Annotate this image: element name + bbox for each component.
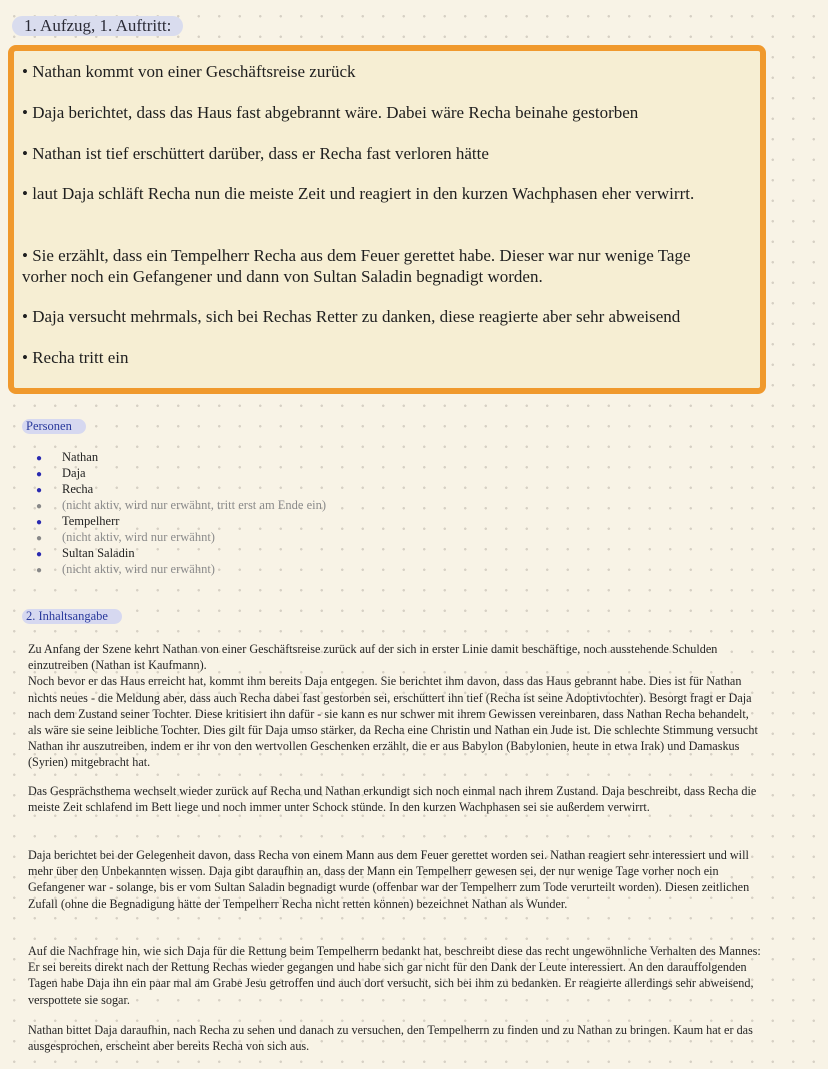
person-name: Tempelherr (62, 514, 120, 528)
person-item: ● Nathan (36, 450, 99, 464)
person-name: Sultan Saladin (62, 546, 135, 560)
person-name: Daja (62, 466, 86, 480)
summary-bullet: • Sie erzählt, dass ein Tempelherr Recha aus dem Feuer gerettet habe. Dieser war nur wenige Tage vorher noch ein Gefangener und dann von Sultan Saladin begnadigt worden. (22, 246, 691, 286)
person-note: ● (nicht aktiv, wird nur erwähnt) (36, 530, 215, 544)
content-paragraph: Zu Anfang der Szene kehrt Nathan von einer Geschäftsreise zurück auf der sich in erster Linie damit beschäftige, noch ausstehende Schulden einzutreiben (Nathan ist Kaufmann). Noch bevor er das Haus erreicht hat, kommt ihm bereits Daja entgegen. Sie berichtet ihm davon, dass das Haus gebrannt habe. Dies ist für Nathan nichts neues - die Meldung aber, dass auch Recha dabei fast gestorben sei, erschüttert ihn tief (Recha ist seine Adoptivtochter). Besorgt fragt er Daja nach dem Zustand seiner Tochter. Diese kritisiert ihn dafür - sie kann es nur schwer mit ihrem Gewissen vereinbaren, dass Nathan Recha behandelt, als wäre sie seine leibliche Tochter. Dies gilt für Daja umso stärker, da Recha eine Christin und Nathan ein Jude ist. Die schlechte Stimmung versucht Nathan ihr auszutreiben, indem er ihr von den wertvollen Geschenken erzählt, die er aus Babylon (Babylonien, heute in etwa Irak) und Damaskus (Syrien) mitgebracht hat. (28, 642, 758, 770)
persons-heading: Personen (22, 419, 86, 434)
person-note: ● (nicht aktiv, wird nur erwähnt) (36, 562, 215, 576)
person-item: ● Daja (36, 466, 86, 480)
person-note-text: (nicht aktiv, wird nur erwähnt) (62, 530, 215, 544)
person-name: Nathan (62, 450, 99, 464)
person-note-text: (nicht aktiv, wird nur erwähnt, tritt erst am Ende ein) (62, 498, 327, 512)
content-paragraph: Auf die Nachfrage hin, wie sich Daja für die Rettung beim Tempelherrn bedankt hat, beschreibt diese das recht ungewöhnliche Verhalten des Mannes: Er sei bereits direkt nach der Rettung Rechas wieder gegangen und habe sich gar nicht für den Dank der Leute interessiert. An den darauffolgenden Tagen habe Daja ihn ein paar mal am Grabe Jesu getroffen und auch dort versucht, sich bei ihm zu bedanken. Er reagierte allerdings sehr abweisend, verspottete sie sogar. (28, 944, 761, 1007)
content-paragraph: Das Gesprächsthema wechselt wieder zurück auf Recha und Nathan erkundigt sich noch einmal nach ihrem Zustand. Daja beschreibt, dass Recha die meiste Zeit schlafend im Bett liege und noch immer unter Schock stünde. In den kurzen Wachphasen sei sie außerdem verwirrt. (28, 784, 757, 815)
summary-bullet: • Nathan kommt von einer Geschäftsreise zurück (22, 62, 356, 81)
content-paragraph: Daja berichtet bei der Gelegenheit davon, dass Recha von einem Mann aus dem Feuer gerettet worden sei. Nathan reagiert sehr interessiert und will mehr über den Unbekannten wissen. Daja gibt daraufhin an, dass der Mann ein Tempelherr gewesen sei, der nur wenige Tage vorher noch ein Gefangener war - solange, bis er vom Sultan Saladin begnadigt wurde (offenbar war der Tempelherr zum Tode verurteilt worden). Diesen zeitlichen Zufall (ohne die Begnadigung hätte der Tempelherr Recha nicht retten können) bezeichnet Nathan als Wunder. (28, 848, 750, 911)
person-name: Recha (62, 482, 94, 496)
content-heading: 2. Inhaltsangabe (22, 609, 122, 624)
person-item: ● Sultan Saladin (36, 546, 135, 560)
summary-bullet: • Recha tritt ein (22, 348, 129, 367)
person-note-text: (nicht aktiv, wird nur erwähnt) (62, 562, 215, 576)
summary-bullet: • Daja versucht mehrmals, sich bei Rechas Retter zu danken, diese reagierte aber sehr abweisend (22, 307, 681, 326)
section-title: 1. Aufzug, 1. Auftritt: (12, 16, 183, 36)
person-item: ● Tempelherr (36, 514, 120, 528)
person-note: ● (nicht aktiv, wird nur erwähnt, tritt erst am Ende ein) (36, 498, 327, 512)
content-paragraph: Nathan bittet Daja daraufhin, nach Recha zu sehen und danach zu versuchen, den Tempelherrn zu finden und zu Nathan zu bringen. Kaum hat er das ausgesprochen, erscheint aber bereits Recha von sich aus. (28, 1023, 753, 1054)
person-item: ● Recha (36, 482, 94, 496)
summary-box (8, 45, 766, 394)
summary-bullet: • laut Daja schläft Recha nun die meiste Zeit und reagiert in den kurzen Wachphasen eher verwirrt. (22, 184, 695, 203)
summary-bullet: • Daja berichtet, dass das Haus fast abgebrannt wäre. Dabei wäre Recha beinahe gestorben (22, 103, 639, 122)
summary-bullet: • Nathan ist tief erschüttert darüber, dass er Recha fast verloren hätte (22, 144, 489, 163)
